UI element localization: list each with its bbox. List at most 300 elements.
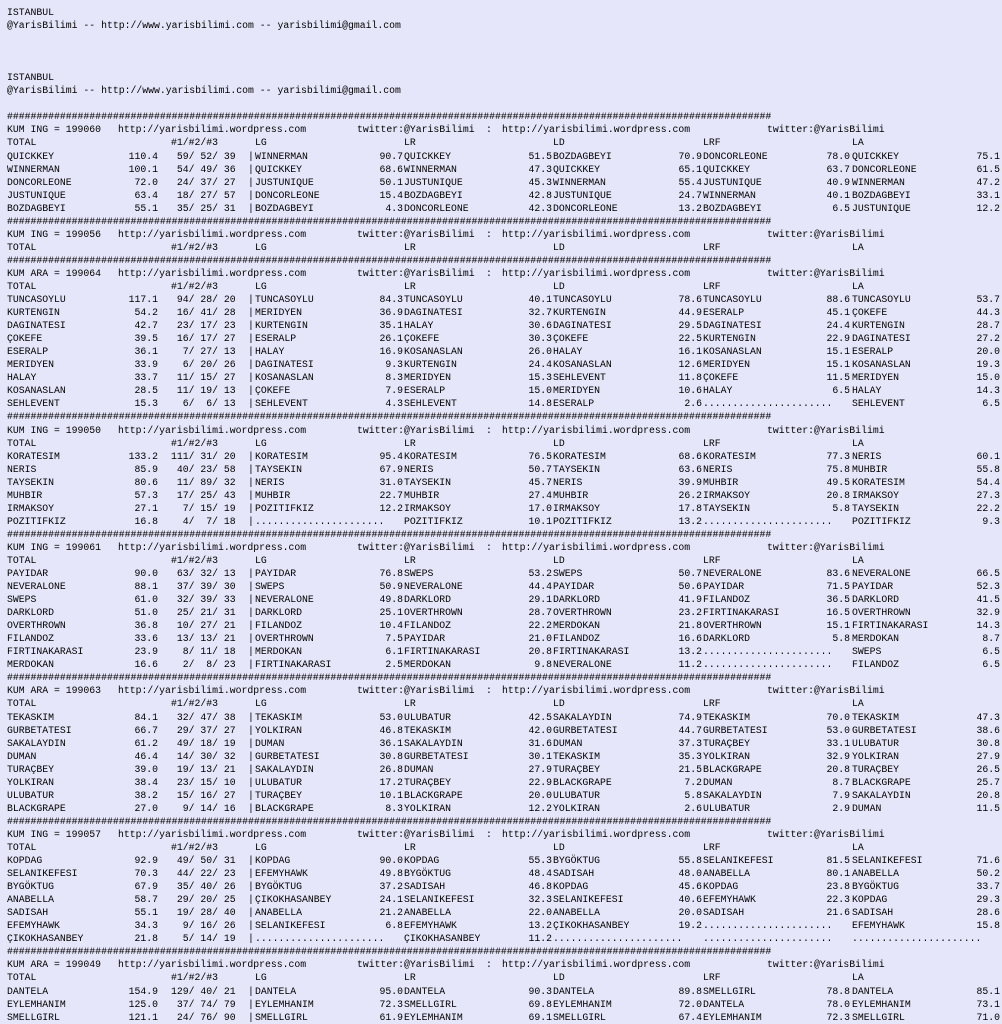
horse-name: EYLEMHANIM bbox=[7, 998, 66, 1010]
race-label: KUM ARA = 199063 bbox=[7, 685, 102, 697]
lrf-score: 78.8 bbox=[826, 985, 850, 997]
lg-score: 26.8 bbox=[379, 763, 403, 775]
lr-score: 55.3 bbox=[528, 855, 552, 867]
col-lr: LR bbox=[404, 280, 416, 292]
column-header-row bbox=[7, 241, 1002, 254]
pipe-divider: | bbox=[248, 659, 254, 671]
lrf-score: 75.8 bbox=[826, 463, 850, 475]
site-link: http://yarisbilimi.wordpress.com bbox=[118, 685, 307, 697]
lrf-score: 2.9 bbox=[832, 802, 850, 814]
horse-name: SWEPS bbox=[7, 594, 37, 606]
lrf-horse: ...................... bbox=[703, 515, 833, 527]
lr-score: 46.8 bbox=[528, 881, 552, 893]
lr-score: 47.3 bbox=[528, 163, 552, 175]
site-link: http://yarisbilimi.wordpress.com bbox=[502, 267, 691, 279]
race-label: KUM ING = 199061 bbox=[7, 541, 102, 553]
twitter-handle: twitter:@YarisBilimi bbox=[357, 685, 475, 697]
lg-horse: DUMAN bbox=[255, 737, 285, 749]
lr-score: 22.9 bbox=[528, 776, 552, 788]
ld-score: 50.6 bbox=[678, 581, 702, 593]
lg-horse: BOZDAGBEYI bbox=[255, 202, 314, 214]
lg-score: 10.4 bbox=[379, 620, 403, 632]
race-block bbox=[7, 815, 1002, 945]
ld-score: 22.5 bbox=[678, 333, 702, 345]
la-horse: SAKALAYDIN bbox=[852, 789, 911, 801]
ld-score: 37.3 bbox=[678, 737, 702, 749]
lg-horse: DARKLORD bbox=[255, 607, 303, 619]
total-score: 125.0 bbox=[128, 998, 158, 1010]
lr-horse: EYLEMHANIM bbox=[404, 1011, 463, 1023]
col-lr: LR bbox=[404, 842, 416, 853]
la-horse: FIRTINAKARASI bbox=[852, 620, 929, 632]
twitter-handle: twitter:@YarisBilimi bbox=[357, 124, 475, 136]
rank-counts: 37/ 74/ 79 bbox=[171, 998, 236, 1010]
lr-horse: SELANIKEFESI bbox=[404, 894, 475, 906]
lr-horse: QUICKKEY bbox=[404, 150, 452, 162]
race-header bbox=[7, 267, 1002, 280]
total-score: 55.1 bbox=[134, 202, 158, 214]
column-header-row bbox=[7, 841, 1002, 854]
race-list bbox=[7, 110, 1002, 1023]
lrf-score: 36.5 bbox=[826, 594, 850, 606]
total-score: 67.9 bbox=[134, 881, 158, 893]
horse-row bbox=[7, 319, 1002, 332]
ld-horse: OVERTHROWN bbox=[553, 607, 612, 619]
pipe-divider: | bbox=[248, 711, 254, 723]
horse-name: KURTENGIN bbox=[7, 307, 60, 319]
site-separator: : bbox=[486, 124, 492, 136]
rank-counts: 63/ 32/ 13 bbox=[171, 568, 236, 580]
rank-counts: 23/ 15/ 10 bbox=[171, 776, 236, 788]
la-horse: TUNCASOYLU bbox=[852, 294, 911, 306]
lg-score: 7.5 bbox=[385, 633, 403, 645]
race-block bbox=[7, 945, 1002, 1023]
horse-row bbox=[7, 750, 1002, 763]
lrf-score: 20.8 bbox=[826, 489, 850, 501]
lg-score: 67.9 bbox=[379, 463, 403, 475]
ld-horse: NEVERALONE bbox=[553, 659, 612, 671]
col-total: TOTAL bbox=[7, 280, 37, 292]
race-block bbox=[7, 254, 1002, 411]
lrf-score: 88.6 bbox=[826, 294, 850, 306]
race-label: KUM ARA = 199064 bbox=[7, 267, 102, 279]
lr-score: 32.3 bbox=[528, 894, 552, 906]
horse-name: SADISAH bbox=[7, 907, 49, 919]
pipe-divider: | bbox=[248, 463, 254, 475]
pipe-divider: | bbox=[248, 176, 254, 188]
ld-horse: IRMAKSOY bbox=[553, 502, 601, 514]
twitter-handle: twitter:@YarisBilimi bbox=[357, 228, 475, 240]
ld-horse: DARKLORD bbox=[553, 594, 601, 606]
site-link: http://yarisbilimi.wordpress.com bbox=[502, 541, 691, 553]
la-horse: ULUBATUR bbox=[852, 737, 900, 749]
lg-score: 50.1 bbox=[379, 176, 403, 188]
twitter-handle: twitter:@YarisBilimi bbox=[357, 424, 475, 436]
lr-score: 32.7 bbox=[528, 307, 552, 319]
horse-row bbox=[7, 985, 1002, 998]
site-separator: : bbox=[486, 541, 492, 553]
ld-score: 55.4 bbox=[678, 176, 702, 188]
la-score: 14.3 bbox=[976, 620, 1000, 632]
ld-horse: HALAY bbox=[553, 346, 583, 358]
total-score: 16.6 bbox=[134, 659, 158, 671]
lrf-horse: DARKLORD bbox=[703, 633, 751, 645]
lrf-horse: TUNCASOYLU bbox=[703, 294, 762, 306]
la-score: 66.5 bbox=[976, 568, 1000, 580]
lrf-horse: EFEMYHAWK bbox=[703, 894, 756, 906]
col-total: TOTAL bbox=[7, 137, 37, 149]
lg-horse: FIRTINAKARASI bbox=[255, 659, 332, 671]
col-lr: LR bbox=[404, 437, 416, 449]
la-horse: YOLKIRAN bbox=[852, 750, 900, 762]
lrf-score: 33.1 bbox=[826, 737, 850, 749]
lrf-score: 22.3 bbox=[826, 894, 850, 906]
la-score: 20.0 bbox=[976, 346, 1000, 358]
col-la: LA bbox=[852, 972, 864, 984]
horse-name: MUHBIR bbox=[7, 489, 43, 501]
lg-horse: BYGÖKTUG bbox=[255, 881, 303, 893]
lr-horse: WINNERMAN bbox=[404, 163, 457, 175]
la-horse: BYGÖKTUG bbox=[852, 881, 900, 893]
site-link: http://yarisbilimi.wordpress.com bbox=[502, 124, 691, 136]
col-ranks: #1/#2/#3 bbox=[171, 698, 219, 710]
total-score: 36.1 bbox=[134, 346, 158, 358]
lg-score: 2.5 bbox=[385, 659, 403, 671]
total-score: 33.6 bbox=[134, 633, 158, 645]
la-horse: SMELLGIRL bbox=[852, 1011, 905, 1023]
lrf-horse: KURTENGIN bbox=[703, 333, 756, 345]
lrf-score: 15.1 bbox=[826, 620, 850, 632]
lr-horse: IRMAKSOY bbox=[404, 502, 452, 514]
lg-horse: KOPDAG bbox=[255, 855, 291, 867]
lrf-score: 22.9 bbox=[826, 333, 850, 345]
ld-score: 45.6 bbox=[678, 881, 702, 893]
ld-horse: MERDOKAN bbox=[553, 620, 601, 632]
pipe-divider: | bbox=[248, 985, 254, 997]
horse-row bbox=[7, 515, 1002, 528]
lr-score: 76.5 bbox=[528, 450, 552, 462]
total-score: 42.7 bbox=[134, 320, 158, 332]
site-link: http://yarisbilimi.wordpress.com bbox=[118, 959, 307, 971]
total-score: 55.1 bbox=[134, 907, 158, 919]
lg-score: 95.0 bbox=[379, 985, 403, 997]
horse-row bbox=[7, 306, 1002, 319]
la-horse: ESERALP bbox=[852, 346, 894, 358]
horse-name: DANTELA bbox=[7, 985, 49, 997]
rank-counts: 24/ 76/ 90 bbox=[171, 1011, 236, 1023]
lrf-horse: TEKASKIM bbox=[703, 711, 751, 723]
ld-horse: FILANDOZ bbox=[553, 633, 601, 645]
lr-horse: MERIDYEN bbox=[404, 372, 452, 384]
total-score: 39.0 bbox=[134, 763, 158, 775]
la-score: 73.1 bbox=[976, 998, 1000, 1010]
ld-horse: DUMAN bbox=[553, 737, 583, 749]
lr-horse: TURAÇBEY bbox=[404, 776, 452, 788]
horse-name: SMELLGIRL bbox=[7, 1011, 60, 1023]
la-horse: JUSTUNIQUE bbox=[852, 202, 911, 214]
ld-horse: PAYIDAR bbox=[553, 581, 595, 593]
rank-counts: 4/ 7/ 18 bbox=[171, 515, 236, 527]
col-total: TOTAL bbox=[7, 698, 37, 710]
lr-score: 14.8 bbox=[528, 398, 552, 410]
separator-line: ################################################################################################################################## bbox=[7, 411, 772, 423]
pipe-divider: | bbox=[248, 398, 254, 410]
horse-row bbox=[7, 998, 1002, 1011]
ld-horse: MERIDYEN bbox=[553, 385, 601, 397]
rank-counts: 29/ 20/ 25 bbox=[171, 894, 236, 906]
total-score: 88.1 bbox=[134, 581, 158, 593]
lrf-score: 63.7 bbox=[826, 163, 850, 175]
ld-score: 21.5 bbox=[678, 763, 702, 775]
site-link: http://yarisbilimi.wordpress.com bbox=[118, 267, 307, 279]
rank-counts: 7/ 15/ 19 bbox=[171, 502, 236, 514]
la-horse: NEVERALONE bbox=[852, 568, 911, 580]
lrf-horse: EYLEMHANIM bbox=[703, 1011, 762, 1023]
twitter-handle: twitter:@YarisBilimi bbox=[767, 228, 885, 240]
col-lg: LG bbox=[255, 842, 267, 853]
lrf-horse: SAKALAYDIN bbox=[703, 789, 762, 801]
col-ranks: #1/#2/#3 bbox=[171, 280, 219, 292]
ld-score: 7.2 bbox=[684, 776, 702, 788]
total-score: 28.5 bbox=[134, 385, 158, 397]
lr-horse: BYGÖKTUG bbox=[404, 868, 452, 880]
lg-horse: HALAY bbox=[255, 346, 285, 358]
lr-horse: KOPDAG bbox=[404, 855, 440, 867]
lrf-horse: DONCORLEONE bbox=[703, 150, 768, 162]
lr-horse: KOSANASLAN bbox=[404, 346, 463, 358]
col-lg: LG bbox=[255, 137, 267, 149]
lr-horse: FILANDOZ bbox=[404, 620, 452, 632]
horse-row bbox=[7, 919, 1002, 932]
ld-score: 40.6 bbox=[678, 894, 702, 906]
lg-horse: SMELLGIRL bbox=[255, 1011, 308, 1023]
la-horse: MERDOKAN bbox=[852, 633, 900, 645]
la-score: 75.1 bbox=[976, 150, 1000, 162]
col-lr: LR bbox=[404, 972, 416, 984]
horse-row bbox=[7, 932, 1002, 945]
lrf-score: 78.0 bbox=[826, 998, 850, 1010]
ld-score: 13.2 bbox=[678, 515, 702, 527]
rank-counts: 40/ 23/ 58 bbox=[171, 463, 236, 475]
column-header-row bbox=[7, 554, 1002, 567]
race-label: KUM ING = 199057 bbox=[7, 828, 102, 840]
lr-score: 15.0 bbox=[528, 385, 552, 397]
col-lg: LG bbox=[255, 972, 267, 984]
la-horse: ÇOKEFE bbox=[852, 307, 888, 319]
col-ld: LD bbox=[553, 842, 565, 853]
la-score: 53.7 bbox=[976, 294, 1000, 306]
la-horse: DONCORLEONE bbox=[852, 163, 917, 175]
la-score: 32.9 bbox=[976, 607, 1000, 619]
pipe-divider: | bbox=[248, 1011, 254, 1023]
lr-score: 42.8 bbox=[528, 189, 552, 201]
rank-counts: 111/ 31/ 20 bbox=[171, 450, 236, 462]
lg-score: 10.1 bbox=[379, 789, 403, 801]
race-header bbox=[7, 541, 1002, 554]
la-horse: TURAÇBEY bbox=[852, 763, 900, 775]
lr-score: 30.3 bbox=[528, 333, 552, 345]
ld-horse: KURTENGIN bbox=[553, 307, 606, 319]
la-horse: TAYSEKIN bbox=[852, 502, 900, 514]
lr-horse: ÇOKEFE bbox=[404, 333, 440, 345]
lrf-score: 11.5 bbox=[826, 372, 850, 384]
lg-horse: ...................... bbox=[255, 515, 385, 527]
horse-row bbox=[7, 711, 1002, 724]
lg-horse: ANABELLA bbox=[255, 907, 303, 919]
lrf-horse: FIRTINAKARASI bbox=[703, 607, 780, 619]
race-header bbox=[7, 424, 1002, 437]
horse-name: MERIDYEN bbox=[7, 359, 55, 371]
col-lrf: LRF bbox=[703, 280, 721, 292]
lrf-score: 21.6 bbox=[826, 907, 850, 919]
la-horse: WINNERMAN bbox=[852, 176, 905, 188]
race-block bbox=[7, 671, 1002, 815]
rank-counts: 49/ 18/ 19 bbox=[171, 737, 236, 749]
rank-counts: 37/ 39/ 30 bbox=[171, 581, 236, 593]
la-score: 38.6 bbox=[976, 724, 1000, 736]
rank-counts: 23/ 17/ 23 bbox=[171, 320, 236, 332]
lg-horse: FILANDOZ bbox=[255, 620, 303, 632]
site-link: http://yarisbilimi.wordpress.com bbox=[118, 828, 307, 840]
pipe-divider: | bbox=[248, 750, 254, 762]
lr-horse: TAYSEKIN bbox=[404, 476, 452, 488]
ld-horse: SEHLEVENT bbox=[553, 372, 606, 384]
lr-score: 42.3 bbox=[528, 202, 552, 214]
pipe-divider: | bbox=[248, 868, 254, 880]
ld-score: 5.8 bbox=[684, 789, 702, 801]
lg-score: 90.7 bbox=[379, 150, 403, 162]
la-horse: KURTENGIN bbox=[852, 320, 905, 332]
horse-name: KOPDAG bbox=[7, 855, 43, 867]
site-separator: : bbox=[486, 959, 492, 971]
twitter-handle: twitter:@YarisBilimi bbox=[767, 685, 885, 697]
lg-score: 84.3 bbox=[379, 294, 403, 306]
column-header-row bbox=[7, 437, 1002, 450]
la-horse: FILANDOZ bbox=[852, 659, 900, 671]
lr-score: 90.3 bbox=[528, 985, 552, 997]
horse-row bbox=[7, 619, 1002, 632]
lg-horse: TEKASKIM bbox=[255, 711, 303, 723]
twitter-handle: twitter:@YarisBilimi bbox=[767, 124, 885, 136]
total-score: 70.3 bbox=[134, 868, 158, 880]
ld-horse: TAYSEKIN bbox=[553, 463, 601, 475]
la-score: 47.3 bbox=[976, 711, 1000, 723]
lg-score: 53.0 bbox=[379, 711, 403, 723]
lr-score: 30.6 bbox=[528, 320, 552, 332]
la-horse: BLACKGRAPE bbox=[852, 776, 911, 788]
lrf-score: 8.7 bbox=[832, 776, 850, 788]
la-score: 9.3 bbox=[982, 515, 1000, 527]
lrf-horse: GURBETATESI bbox=[703, 724, 768, 736]
la-horse: DARKLORD bbox=[852, 594, 900, 606]
la-score: 47.2 bbox=[976, 176, 1000, 188]
site-separator: : bbox=[486, 424, 492, 436]
total-score: 33.9 bbox=[134, 359, 158, 371]
horse-row bbox=[7, 789, 1002, 802]
rank-counts: 6/ 20/ 26 bbox=[171, 359, 236, 371]
contact-line: @YarisBilimi -- http://www.yarisbilimi.com -- yarisbilimi@gmail.com bbox=[7, 20, 401, 32]
col-total: TOTAL bbox=[7, 241, 37, 253]
lrf-horse: ANABELLA bbox=[703, 868, 751, 880]
col-lr: LR bbox=[404, 554, 416, 566]
horse-row bbox=[7, 737, 1002, 750]
lrf-horse: KORATESIM bbox=[703, 450, 756, 462]
pipe-divider: | bbox=[248, 502, 254, 514]
rank-counts: 5/ 14/ 19 bbox=[171, 933, 236, 945]
site-link: http://yarisbilimi.wordpress.com bbox=[502, 828, 691, 840]
lg-horse: TAYSEKIN bbox=[255, 463, 303, 475]
col-ld: LD bbox=[553, 698, 565, 710]
lg-horse: ...................... bbox=[255, 933, 385, 945]
ld-score: 16.6 bbox=[678, 633, 702, 645]
site-separator: : bbox=[486, 685, 492, 697]
lg-score: 4.3 bbox=[385, 202, 403, 214]
la-horse: HALAY bbox=[852, 385, 882, 397]
ld-score: 44.7 bbox=[678, 724, 702, 736]
lg-horse: DONCORLEONE bbox=[255, 189, 320, 201]
ld-horse: DAGINATESI bbox=[553, 320, 612, 332]
rank-counts: 16/ 41/ 28 bbox=[171, 307, 236, 319]
col-ld: LD bbox=[553, 137, 565, 149]
race-header bbox=[7, 228, 1002, 241]
col-ld: LD bbox=[553, 972, 565, 984]
lr-horse: NERIS bbox=[404, 463, 434, 475]
lr-horse: DANTELA bbox=[404, 985, 446, 997]
lr-score: 17.0 bbox=[528, 502, 552, 514]
lrf-horse: IRMAKSOY bbox=[703, 489, 751, 501]
lr-horse: SEHLEVENT bbox=[404, 398, 457, 410]
ld-score: 16.1 bbox=[678, 346, 702, 358]
lrf-horse: WINNERMAN bbox=[703, 189, 756, 201]
horse-row bbox=[7, 397, 1002, 410]
lr-horse: HALAY bbox=[404, 320, 434, 332]
horse-row bbox=[7, 580, 1002, 593]
lg-horse: POZITIFKIZ bbox=[255, 502, 314, 514]
pipe-divider: | bbox=[248, 202, 254, 214]
ld-score: 26.2 bbox=[678, 489, 702, 501]
total-score: 61.2 bbox=[134, 737, 158, 749]
horse-row bbox=[7, 463, 1002, 476]
race-label: KUM ING = 199056 bbox=[7, 228, 102, 240]
col-la: LA bbox=[852, 280, 864, 292]
horse-name: SEHLEVENT bbox=[7, 398, 60, 410]
ld-score: 65.1 bbox=[678, 163, 702, 175]
pipe-divider: | bbox=[248, 189, 254, 201]
pipe-divider: | bbox=[248, 489, 254, 501]
rank-counts: 17/ 25/ 43 bbox=[171, 489, 236, 501]
la-score: 55.8 bbox=[976, 463, 1000, 475]
horse-row bbox=[7, 189, 1002, 202]
horse-name: DAGINATESI bbox=[7, 320, 66, 332]
horse-row bbox=[7, 567, 1002, 580]
horse-row bbox=[7, 476, 1002, 489]
ld-horse: SAKALAYDIN bbox=[553, 711, 612, 723]
rank-counts: 16/ 17/ 27 bbox=[171, 333, 236, 345]
la-horse: IRMAKSOY bbox=[852, 489, 900, 501]
col-lg: LG bbox=[255, 241, 267, 253]
pipe-divider: | bbox=[248, 450, 254, 462]
rank-counts: 59/ 52/ 39 bbox=[171, 150, 236, 162]
ld-horse: ÇIKOKHASANBEY bbox=[553, 920, 630, 932]
lg-score: 4.3 bbox=[385, 398, 403, 410]
lr-horse: MUHBIR bbox=[404, 489, 440, 501]
lr-score: 12.2 bbox=[528, 802, 552, 814]
total-score: 92.9 bbox=[134, 855, 158, 867]
horse-name: DONCORLEONE bbox=[7, 176, 72, 188]
column-header-row bbox=[7, 280, 1002, 293]
pipe-divider: | bbox=[248, 933, 254, 945]
total-score: 110.4 bbox=[128, 150, 158, 162]
